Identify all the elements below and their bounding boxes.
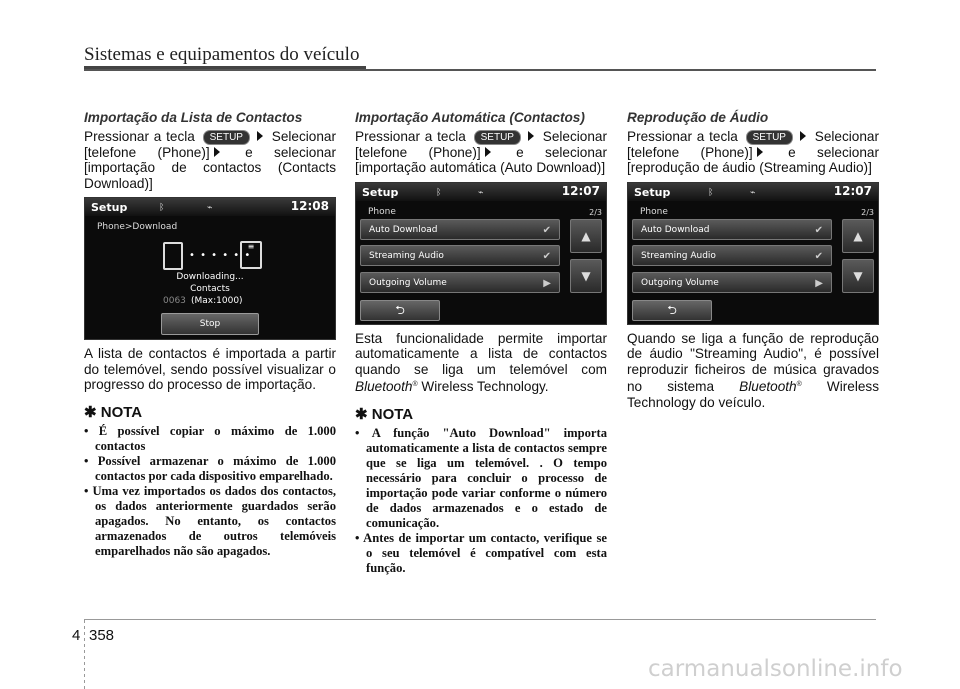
instruction-text: Selecionar [telefone (Phone)] <box>355 128 607 160</box>
page-indicator: 2/3 <box>861 207 874 217</box>
download-max: (Max:1000) <box>191 296 243 306</box>
chevron-right-icon: ▶ <box>543 277 551 289</box>
menu-item-outgoing-volume[interactable] <box>360 272 560 293</box>
instruction-text: e selecionar [importação de contactos (Contacts Download)] <box>84 144 336 191</box>
progress-dots: • • • • • • <box>189 250 252 261</box>
arrow-right-icon <box>757 147 763 157</box>
column-audio-streaming <box>627 110 879 410</box>
registered-mark: ® <box>412 381 418 388</box>
section-title: Importação da Lista de Contactos <box>84 110 303 125</box>
instruction-text: Pressionar a tecla <box>355 128 466 144</box>
page-indicator: 2/3 <box>589 207 602 217</box>
screen-title: Setup <box>91 201 128 214</box>
check-icon: ✔ <box>542 224 551 236</box>
menu-item-auto-download[interactable] <box>360 219 560 240</box>
screen-title: Setup <box>634 185 671 199</box>
star-icon: ✱ <box>355 405 372 423</box>
menu-item-label: Auto Download <box>641 224 710 235</box>
menu-item-streaming-audio[interactable] <box>360 245 560 266</box>
check-icon: ✔ <box>814 224 823 236</box>
check-icon: ✔ <box>814 250 823 262</box>
menu-item-auto-download[interactable] <box>632 219 832 240</box>
bluetooth-icon: ᛒ <box>436 187 442 198</box>
download-count: 0063 <box>163 296 186 306</box>
note-item: • Uma vez importados os dados dos contactos, os dados anteriormente guardados serão apagados. No entanto, os contactos armazenados de outros telemóveis emparelhados não são apagados. <box>84 484 336 558</box>
back-button[interactable]: ⮌ <box>632 300 712 321</box>
screen-download <box>84 197 336 340</box>
stop-button[interactable]: Stop <box>161 313 259 335</box>
phone-icon <box>163 242 183 270</box>
instruction-paragraph <box>84 129 336 192</box>
instruction-text: Selecionar [telefone (Phone)] <box>84 128 336 160</box>
registered-mark: ® <box>796 381 802 388</box>
running-header: Sistemas e equipamentos do veículo <box>84 44 360 65</box>
arrow-right-icon <box>485 147 491 157</box>
watermark: carmanualsonline.info <box>648 656 903 682</box>
download-status: Downloading... <box>176 272 244 282</box>
menu-item-label: Outgoing Volume <box>369 277 447 288</box>
star-icon: ✱ <box>84 403 101 421</box>
chapter-number: 4 <box>72 627 81 644</box>
section-title: Reprodução de Áudio <box>627 110 769 125</box>
arrow-right-icon <box>257 131 263 141</box>
menu-item-label: Outgoing Volume <box>641 277 719 288</box>
screen-subtitle: Phone <box>640 206 668 217</box>
scroll-down-button[interactable]: ▼ <box>570 259 602 293</box>
note-heading <box>84 405 336 421</box>
back-button[interactable]: ⮌ <box>360 300 440 321</box>
menu-item-label: Streaming Audio <box>641 250 716 261</box>
footer-separator <box>84 620 85 689</box>
description-text: Esta funcionalidade permite importar automaticamente a lista de contactos quando se liga um telemóvel com <box>355 330 607 377</box>
scroll-up-button[interactable]: ▲ <box>842 219 874 253</box>
instruction-text: Selecionar [telefone (Phone)] <box>627 128 879 160</box>
instruction-paragraph <box>355 129 607 176</box>
instruction-text: Pressionar a tecla <box>84 128 195 144</box>
bluetooth-brand: Bluetooth <box>739 379 797 394</box>
note-item: • Antes de importar um contacto, verifique se o seu telemóvel é compatível com esta função. <box>355 531 607 575</box>
usb-icon: ⌁ <box>207 203 213 213</box>
instruction-text: e selecionar [importação automática (Auto Download)] <box>355 144 607 175</box>
check-icon: ✔ <box>542 250 551 262</box>
description-paragraph: A lista de contactos é importada a partir do telemóvel, sendo possível visualizar o progresso do processo de importação. <box>84 346 336 392</box>
screen-phone-settings <box>355 182 607 325</box>
arrow-right-icon <box>214 147 220 157</box>
arrow-right-icon <box>800 131 806 141</box>
column-auto-download <box>355 110 607 576</box>
bluetooth-brand: Bluetooth <box>355 379 413 394</box>
setup-key-badge: SETUP <box>203 130 250 145</box>
setup-key-badge: SETUP <box>474 130 521 145</box>
contacts-list-icon: ≡ <box>240 241 262 269</box>
bluetooth-icon: ᛒ <box>708 187 714 198</box>
setup-key-badge: SETUP <box>746 130 793 145</box>
section-title: Importação Automática (Contactos) <box>355 110 585 125</box>
description-text: Wireless Technology. <box>421 379 549 394</box>
screen-subtitle: Phone>Download <box>97 222 178 232</box>
bluetooth-icon: ᛒ <box>159 203 165 213</box>
screen-phone-settings <box>627 182 879 325</box>
scroll-down-button[interactable]: ▼ <box>842 259 874 293</box>
instruction-paragraph <box>627 129 879 176</box>
instruction-text: e selecionar [reprodução de áudio (Streaming Audio)] <box>627 144 879 175</box>
instruction-text: Pressionar a tecla <box>627 128 738 144</box>
usb-icon: ⌁ <box>478 187 484 198</box>
screen-clock: 12:08 <box>290 199 329 213</box>
description-paragraph <box>627 331 879 411</box>
menu-item-outgoing-volume[interactable] <box>632 272 832 293</box>
usb-icon: ⌁ <box>750 187 756 198</box>
menu-item-label: Auto Download <box>369 224 438 235</box>
note-item: • A função "Auto Download" importa automaticamente a lista de contactos sempre que se liga um telemóvel. . O tempo necessário para concluir o processo de importação pode variar conforme o número de dados armazenados e o estado de comunicação. <box>355 426 607 530</box>
note-heading <box>355 407 607 423</box>
note-title: NOTA <box>371 405 414 423</box>
screen-subtitle: Phone <box>368 206 396 217</box>
page-number: 358 <box>89 627 115 644</box>
description-text: Wireless Technology do veículo. <box>627 379 880 410</box>
note-list <box>355 426 607 576</box>
note-list <box>84 424 336 559</box>
note-title: NOTA <box>100 403 143 421</box>
screen-clock: 12:07 <box>833 183 872 198</box>
arrow-right-icon <box>528 131 534 141</box>
description-text: Quando se liga a função de reprodução de áudio "Streaming Audio", é possível reproduzir ficheiros de música gravados no sistema <box>627 330 879 394</box>
menu-item-label: Streaming Audio <box>369 250 444 261</box>
chevron-right-icon: ▶ <box>815 277 823 289</box>
screen-clock: 12:07 <box>561 183 600 198</box>
footer-rule <box>84 619 876 620</box>
description-paragraph <box>355 331 607 395</box>
note-item: • É possível copiar o máximo de 1.000 contactos <box>84 424 336 453</box>
screen-title: Setup <box>362 185 399 199</box>
column-contacts-import <box>84 110 336 559</box>
note-item: • Possível armazenar o máximo de 1.000 contactos por cada dispositivo emparelhado. <box>84 454 336 483</box>
download-status-contacts: Contacts <box>190 284 230 294</box>
menu-item-streaming-audio[interactable] <box>632 245 832 266</box>
scroll-up-button[interactable]: ▲ <box>570 219 602 253</box>
header-rule <box>84 69 876 71</box>
